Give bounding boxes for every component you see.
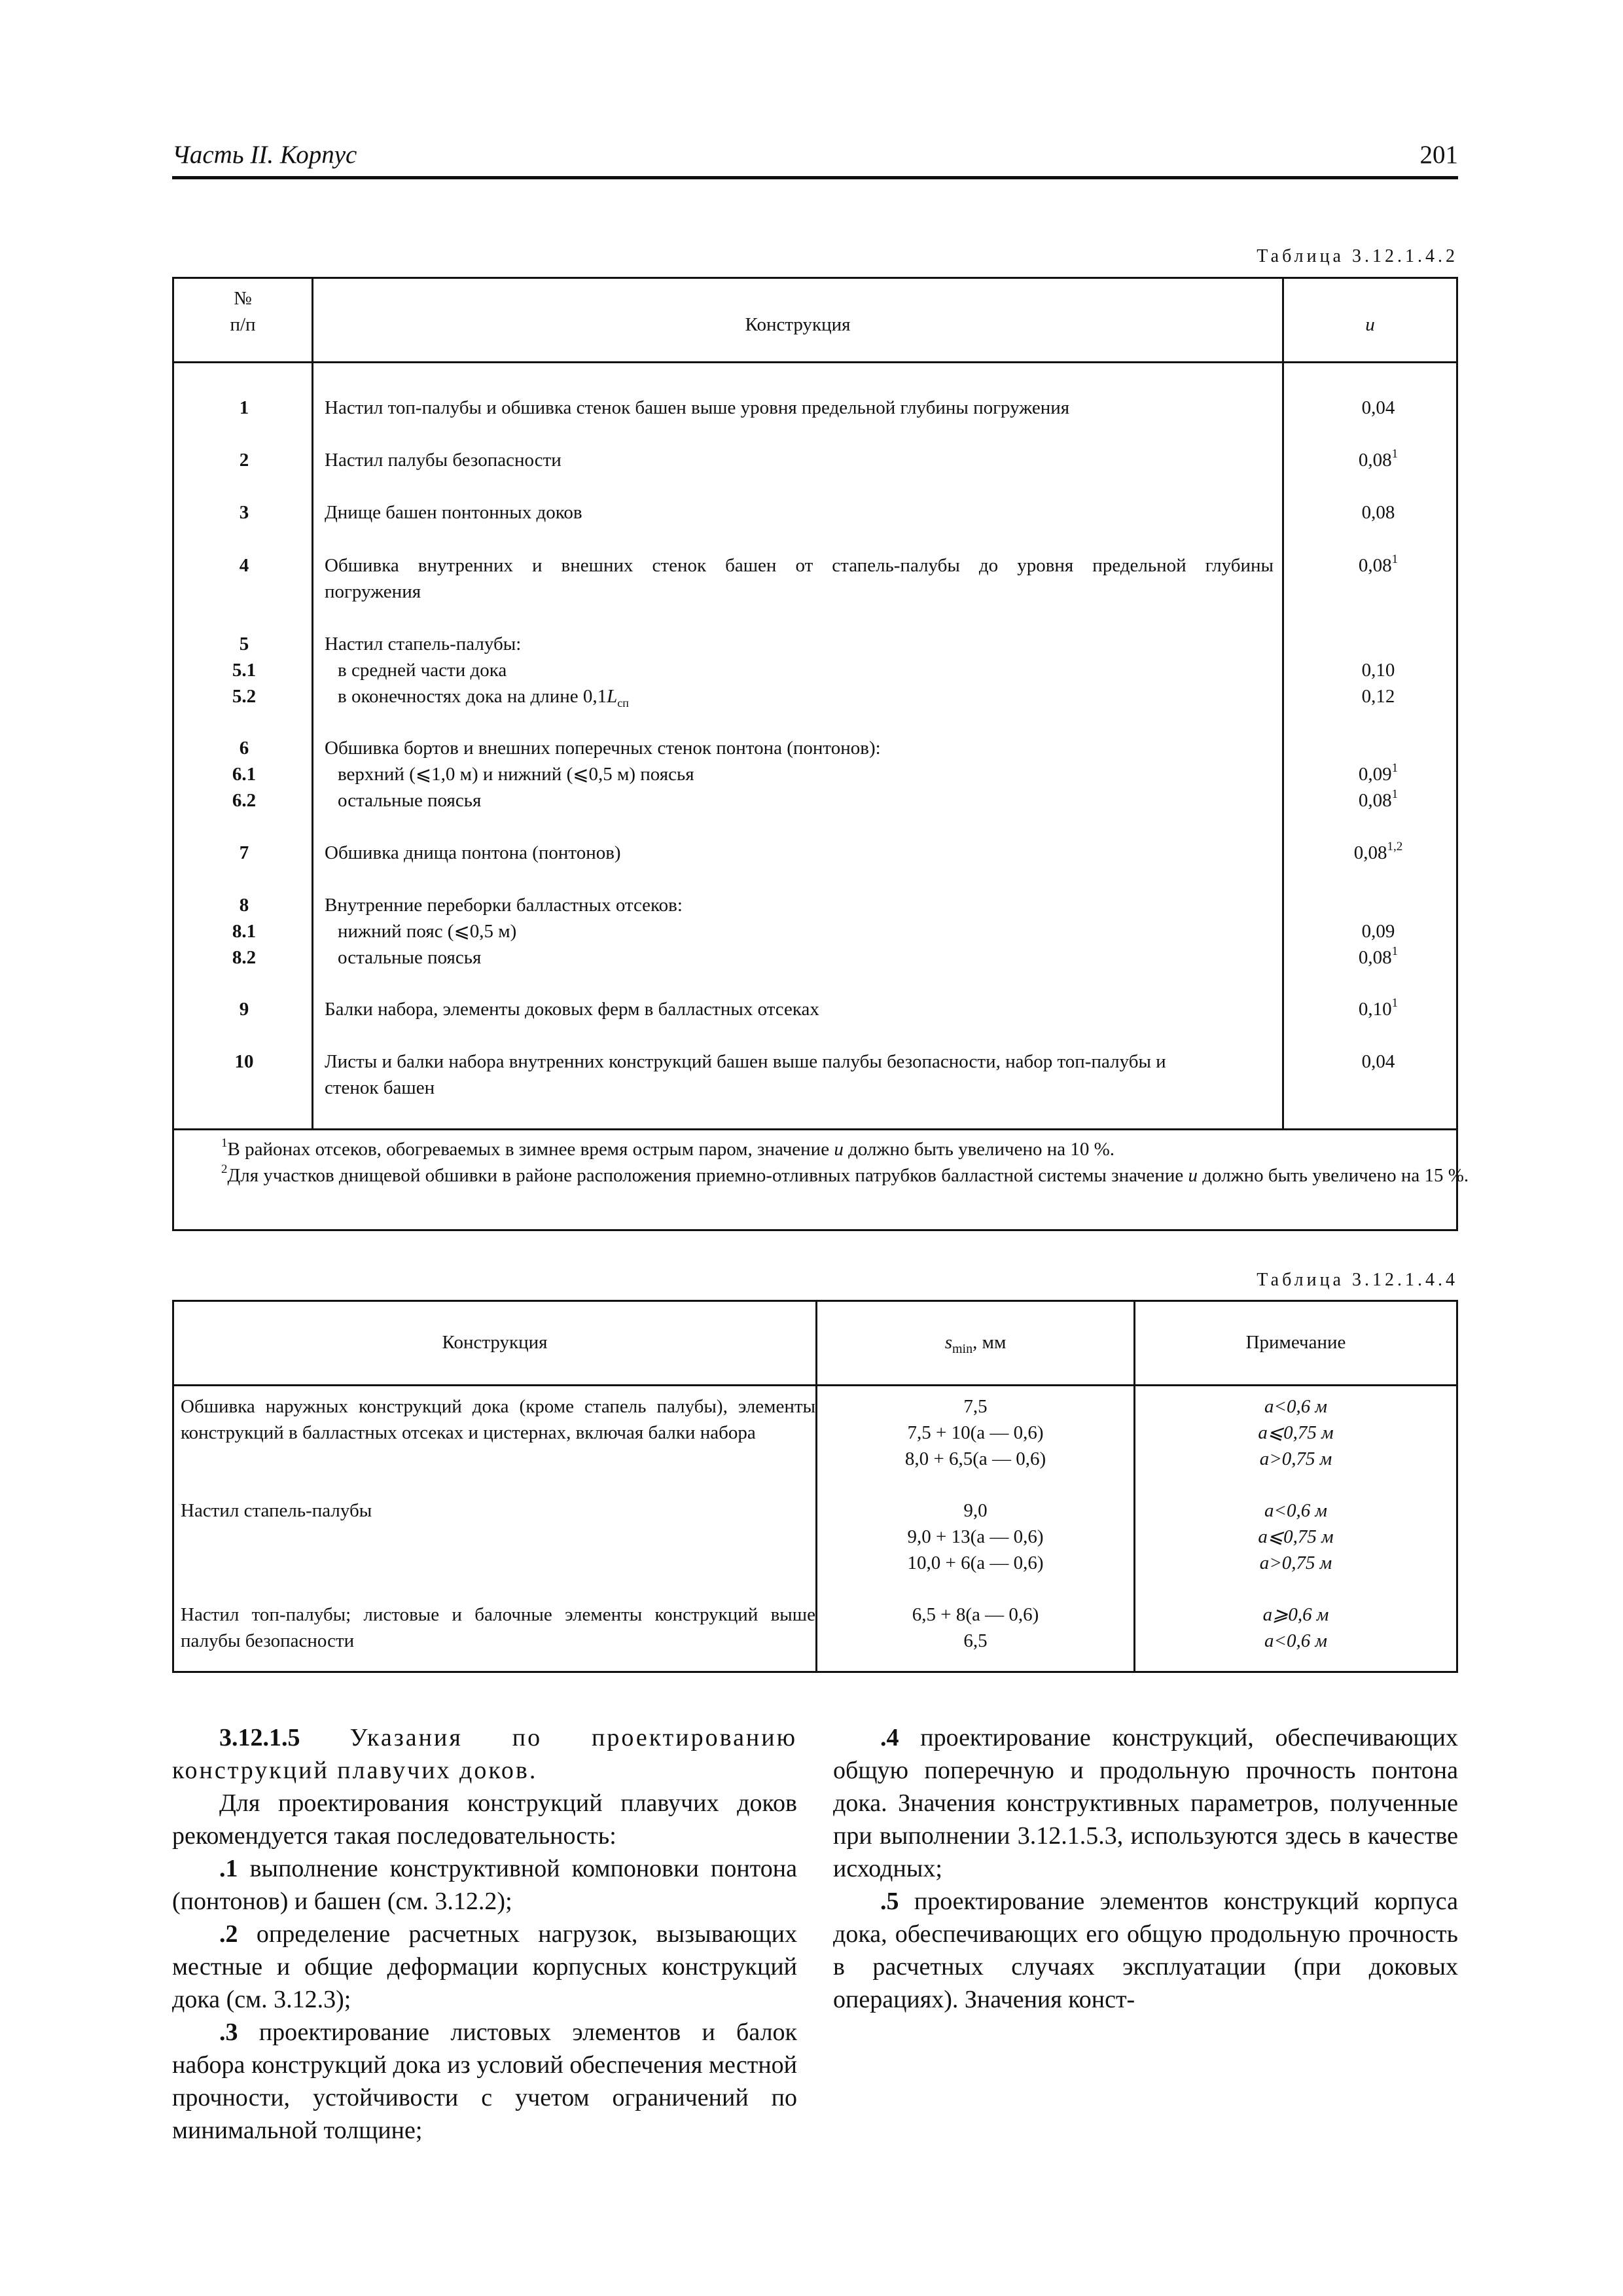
row-construction: нижний пояс (⩽0,5 м) [338, 921, 517, 942]
row-value: 0,08$^{1,2}$ [1353, 840, 1403, 863]
row-smin: 7,5 + 10(a — 0,6) [907, 1422, 1044, 1443]
row-construction: Балки набора, элементы доковых ферм в балластных отсеках [325, 999, 819, 1020]
row-construction: в средней части дока [338, 660, 507, 681]
row-value: 0,09$^1$ [1358, 761, 1399, 785]
col-header-no: № [234, 288, 252, 309]
row-value: 0,10 [1361, 660, 1395, 681]
row-note: a⩽0,75 м [1258, 1526, 1334, 1547]
row-value: 0,10$^1$ [1358, 996, 1399, 1020]
row-number: 4 [239, 555, 249, 576]
row-note: a>0,75 м [1259, 1448, 1332, 1469]
row-construction: Днище башен понтонных доков [325, 502, 582, 523]
row-number: 8.2 [232, 947, 257, 968]
row-smin: 8,0 + 6,5(a — 0,6) [904, 1448, 1046, 1469]
header-rule [172, 176, 1458, 179]
row-number: 6.2 [232, 790, 257, 811]
row-number: 5.1 [232, 660, 257, 681]
row-construction: в оконечностях дока на длине $0,1L_{сп}$ [338, 686, 629, 709]
row-number: 9 [239, 999, 249, 1020]
row-note: a⩽0,75 м [1258, 1422, 1334, 1443]
row-smin: 10,0 + 6(a — 0,6) [907, 1552, 1044, 1573]
page-number: 201 [1419, 141, 1458, 169]
row-smin: 9,0 [963, 1500, 988, 1521]
table2-caption: Таблица 3.12.1.4.4 [1257, 1270, 1458, 1290]
table1-header-rule [174, 361, 1456, 363]
row-number: 3 [239, 502, 249, 523]
running-header-section: Часть II. Корпус [172, 141, 357, 169]
row-number: 6 [239, 738, 249, 759]
row-construction: Настил топ-палубы и обшивка стенок башен выше уровня предельной глубины погружения [325, 397, 1070, 418]
row-number: 7 [239, 842, 249, 863]
col-header-construction: Конструкция [442, 1332, 548, 1353]
row-note: a⩾0,6 м [1262, 1604, 1329, 1625]
table1-footnotes [174, 1128, 1469, 1189]
row-number: 8.1 [232, 921, 257, 942]
row-construction: Листы и балки набора внутренних конструкций башен выше палубы безопасности, набор топ-палубы и стенок башен [325, 1051, 1166, 1098]
section-heading-paragraph: 3.12.1.5 Указания по проектированию конструкций плавучих доков. [172, 1724, 797, 1784]
row-number: 5.2 [232, 686, 257, 707]
row-smin: 7,5 [963, 1396, 988, 1417]
row-construction: верхний (⩽1,0 м) и нижний (⩽0,5 м) поясья [338, 764, 694, 785]
paragraph: Для проектирования конструкций плавучих доков рекомендуется такая последовательность: [172, 1789, 797, 1850]
row-construction: остальные поясья [338, 790, 482, 811]
row-smin: 6,5 + 8(a — 0,6) [912, 1604, 1039, 1625]
row-note: a<0,6 м [1264, 1630, 1328, 1651]
row-construction: Настил стапель-палубы [181, 1500, 372, 1521]
col-header-construction: Конструкция [745, 314, 851, 335]
table-3-12-1-4-2 [172, 277, 1469, 1231]
row-value: 0,09 [1361, 921, 1395, 942]
row-construction: Внутренние переборки балластных отсеков: [325, 895, 683, 916]
list-item: .4 проектирование конструкций, обеспечивающих общую поперечную и продольную прочность понтона дока. Значения конструктивных параметров, полученные при выполнении 3.12.1.5.3, используются здесь в качестве исходных; [833, 1724, 1458, 1882]
row-construction: Настил стапель-палубы: [325, 634, 522, 655]
footnote-1: $^1$В районах отсеков, обогреваемых в зимнее время острым паром, значение u должно быть увеличено на 10 %. [221, 1136, 1115, 1160]
row-construction: Обшивка внутренних и внешних стенок башен от стапель-палубы до уровня предельной глубины погружения [325, 555, 1274, 602]
row-note: a<0,6 м [1264, 1500, 1328, 1521]
table1-caption: Таблица 3.12.1.4.2 [1257, 246, 1458, 266]
list-item: .5 проектирование элементов конструкций корпуса дока, обеспечивающих его общую продольную прочность в расчетных случаях эксплуатации (при доковых операциях). Значения конст- [833, 1888, 1458, 2013]
row-construction: Обшивка бортов и внешних поперечных стенок понтона (понтонов): [325, 738, 881, 759]
row-construction: остальные поясья [338, 947, 482, 968]
footnote-2: $^2$Для участков днищевой обшивки в районе расположения приемно-отливных патрубков балластной системы значение u должно быть увеличено на 15 %. [221, 1162, 1469, 1186]
col-header-no-sub: п/п [230, 314, 256, 335]
row-value: 0,04 [1361, 397, 1395, 418]
row-value: 0,12 [1361, 686, 1395, 707]
col-header-u: u [1365, 314, 1375, 335]
table-3-12-1-4-4 [172, 1300, 1458, 1673]
body-column-right [833, 1721, 1458, 2016]
row-number: 1 [239, 397, 249, 418]
row-number: 8 [239, 895, 249, 916]
row-number: 6.1 [232, 764, 257, 785]
row-smin: 9,0 + 13(a — 0,6) [907, 1526, 1044, 1547]
table1-column-divider [1282, 279, 1284, 1128]
list-item: .1 выполнение конструктивной компоновки понтона (понтонов) и башен (см. 3.12.2); [172, 1855, 797, 1915]
row-value: 0,08$^1$ [1358, 552, 1399, 576]
col-header-smin: $s_{min}$, мм [944, 1332, 1007, 1356]
row-note: a>0,75 м [1259, 1552, 1332, 1573]
row-construction: Настил палубы безопасности [325, 450, 562, 471]
row-number: 2 [239, 450, 249, 471]
row-construction: Обшивка наружных конструкций дока (кроме стапель палубы), элементы конструкций в балластных отсеках и цистернах, включая балки набора [181, 1396, 815, 1443]
row-construction: Обшивка днища понтона (понтонов) [325, 842, 621, 863]
row-value: 0,08 [1361, 502, 1395, 523]
row-smin: 6,5 [963, 1630, 988, 1651]
row-number: 5 [239, 634, 249, 655]
row-number: 10 [234, 1051, 254, 1072]
table2-header-rule [174, 1384, 1456, 1386]
list-item: .3 проектирование листовых элементов и балок набора конструкций дока из условий обеспечения местной прочности, устойчивости с учетом ограничений по минимальной толщине; [172, 2018, 797, 2144]
row-value: 0,08$^1$ [1358, 787, 1399, 811]
row-value: 0,08$^1$ [1358, 447, 1399, 471]
row-value: 0,08$^1$ [1358, 944, 1399, 968]
row-value: 0,04 [1361, 1051, 1395, 1072]
body-column-left [172, 1721, 797, 2147]
row-construction: Настил топ-палубы; листовые и балочные элементы конструкций выше палубы безопасности [181, 1604, 815, 1651]
list-item: .2 определение расчетных нагрузок, вызывающих местные и общие деформации корпусных конструкций дока (см. 3.12.3); [172, 1920, 797, 2013]
row-note: a<0,6 м [1264, 1396, 1328, 1417]
col-header-note: Примечание [1245, 1332, 1346, 1353]
